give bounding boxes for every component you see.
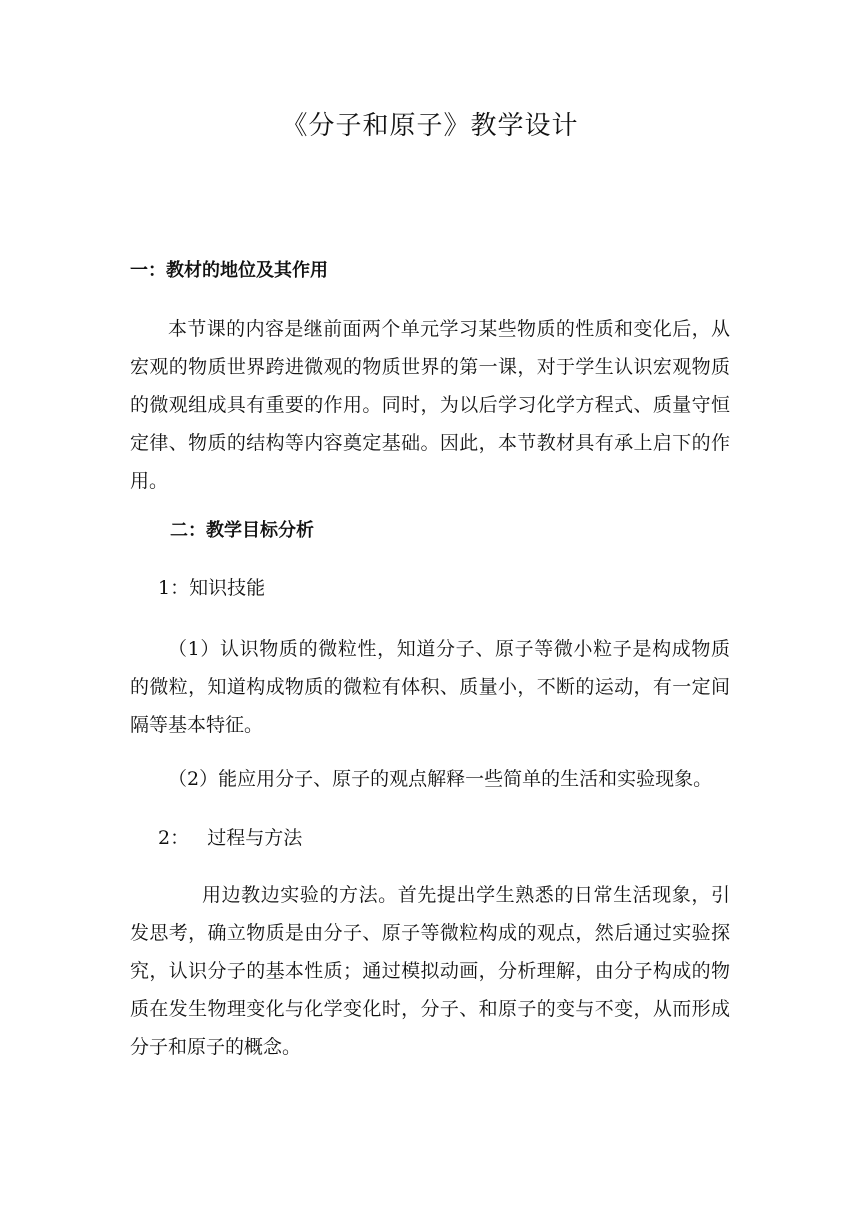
process-method-paragraph: 用边教边实验的方法。首先提出学生熟悉的日常生活现象，引发思考，确立物质是由分子、原子等微粒构成的观点，然后通过实验探究，认识分子的基本性质；通过模拟动画，分析理解，由分子构成的物质在发生物理变化与化学变化时，分子、和原子的变与不变，从而形成分子和原子的概念。 bbox=[130, 884, 730, 1058]
section-1-paragraph: 本节课的内容是继前面两个单元学习某些物质的性质和变化后，从宏观的物质世界跨进微观的物质世界的第一课，对于学生认识宏观物质的微观组成具有重要的作用。同时，为以后学习化学方程式、质量守恒定律、物质的结构等内容奠定基础。因此，本节教材具有承上启下的作用。 bbox=[130, 318, 730, 492]
section-heading-1: 一：教材的地位及其作用 bbox=[130, 260, 328, 281]
subsection-label-1: 1：知识技能 bbox=[158, 577, 266, 599]
document-title: 《分子和原子》教学设计 bbox=[281, 111, 579, 141]
subsection-label-2: 2： 过程与方法 bbox=[158, 827, 303, 849]
objective-item-1: （1）认识物质的微粒性，知道分子、原子等微小粒子是构成物质的微粒，知道构成物质的微粒有体积、质量小，不断的运动，有一定间隔等基本特征。 bbox=[130, 638, 730, 736]
section-heading-2: 二：教学目标分析 bbox=[170, 520, 314, 541]
objective-item-2: （2）能应用分子、原子的观点解释一些简单的生活和实验现象。 bbox=[168, 768, 713, 790]
